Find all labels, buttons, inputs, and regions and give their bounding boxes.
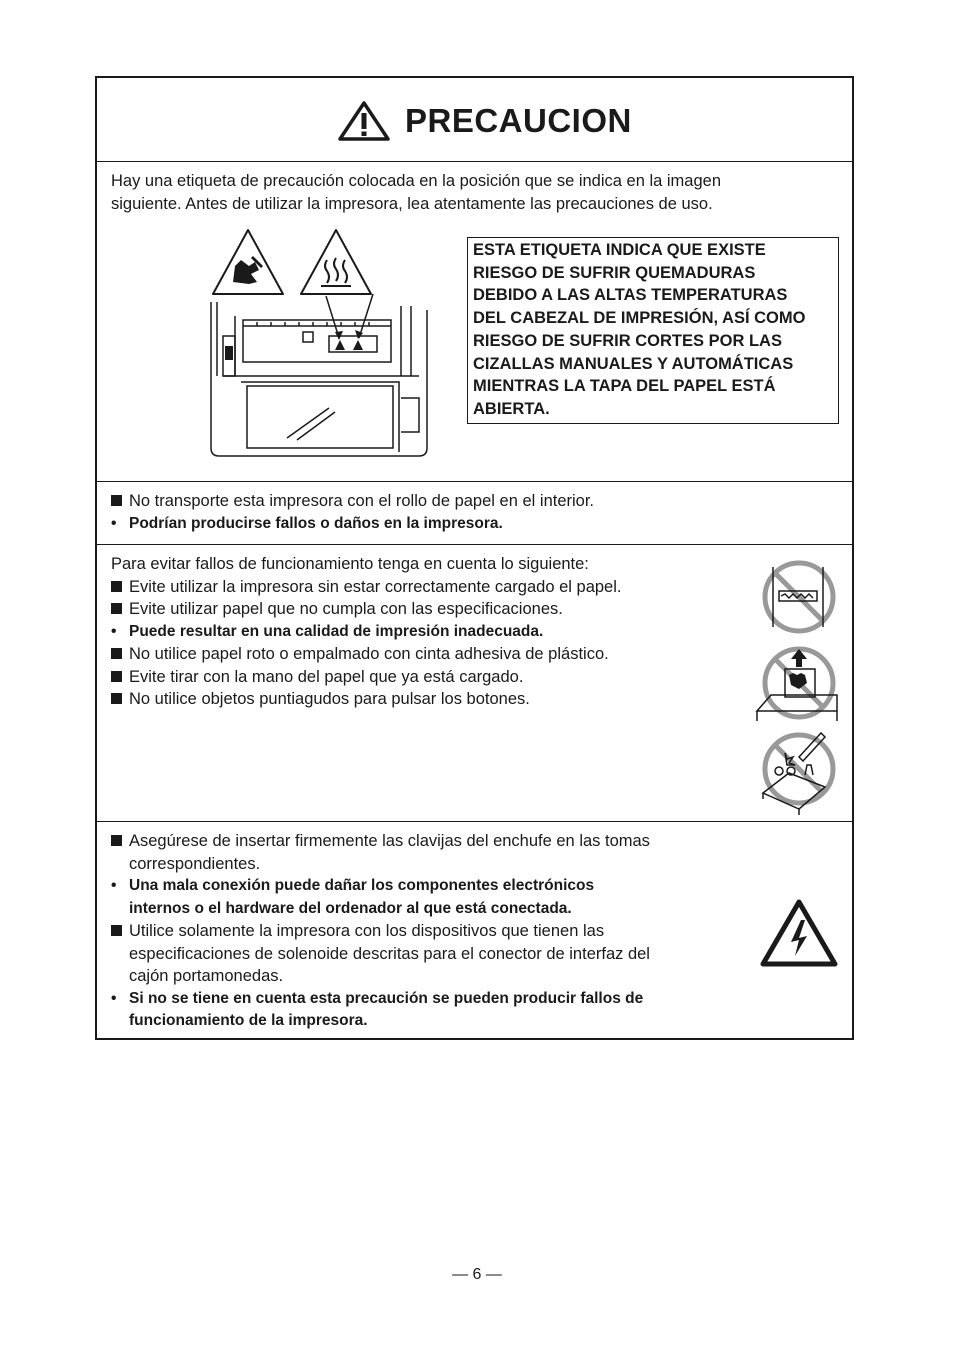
list-item: Utilice solamente la impresora con los dispositivos que tienen las (111, 920, 650, 943)
heat-icon (321, 258, 351, 286)
square-bullet-icon (111, 671, 122, 682)
note-item-continued: internos o el hardware del ordenador al que está conectada. (129, 899, 572, 917)
transport-text (111, 490, 594, 535)
intro-line: siguiente. Antes de utilizar la impresora, lea atentamente las precauciones de uso. (111, 194, 713, 213)
square-bullet-icon (111, 648, 122, 659)
hand-cut-icon (233, 256, 263, 284)
list-item: Evite utilizar la impresora sin estar correctamente cargado el papel. (111, 576, 621, 599)
list-item: No utilice objetos puntiagudos para pulsar los botones. (111, 688, 621, 711)
square-bullet-icon (111, 495, 122, 506)
intro-line: Hay una etiqueta de precaución colocada en la posición que se indica en la imagen (111, 172, 722, 190)
prohibition-icons (755, 559, 845, 819)
caution-label-box (467, 237, 839, 424)
warning-triangle-icon (337, 100, 391, 142)
label-line: ABIERTA. (473, 399, 550, 418)
list-item: Evite utilizar papel que no cumpla con las especificaciones. (111, 598, 621, 621)
label-line: CIZALLAS MANUALES Y AUTOMÁTICAS (473, 354, 794, 373)
label-line: MIENTRAS LA TAPA DEL PAPEL ESTÁ (473, 377, 776, 396)
connection-section (97, 822, 852, 1040)
list-item: Evite tirar con la mano del papel que ya está cargado. (111, 666, 621, 689)
page-number: — 6 — (452, 1266, 502, 1283)
malfunction-text (111, 553, 621, 711)
list-item-continued: especificaciones de solenoide descritas para el conector de interfaz del (129, 944, 650, 963)
list-item-continued: correspondientes. (129, 854, 261, 873)
label-section (97, 162, 852, 482)
list-item: No utilice papel roto o empalmado con cinta adhesiva de plástico. (111, 643, 621, 666)
label-line: RIESGO DE SUFRIR CORTES POR LAS (473, 331, 782, 350)
note-item: • Puede resultar en una calidad de impresión inadecuada. (111, 622, 544, 640)
label-line: DEBIDO A LAS ALTAS TEMPERATURAS (473, 286, 788, 305)
printer-label-illustration (205, 226, 441, 466)
no-paper-icon (765, 563, 833, 631)
no-sharp-object-icon (763, 733, 833, 815)
label-line: ESTA ETIQUETA INDICA QUE EXISTE (473, 241, 766, 259)
square-bullet-icon (111, 581, 122, 592)
square-bullet-icon (111, 693, 122, 704)
list-item: No transporte esta impresora con el rollo de papel en el interior. (111, 490, 594, 513)
electric-shock-icon (759, 898, 839, 968)
caution-frame (95, 76, 854, 1040)
note-item-continued: funcionamiento de la impresora. (129, 1012, 368, 1029)
square-bullet-icon (111, 603, 122, 614)
note-item: • Una mala conexión puede dañar los componentes electrónicos (111, 877, 595, 894)
intro-line: Para evitar fallos de funcionamiento tenga en cuenta lo siguiente: (111, 555, 589, 573)
transport-section (97, 482, 852, 545)
square-bullet-icon (111, 925, 122, 936)
label-line: DEL CABEZAL DE IMPRESIÓN, ASÍ COMO (473, 309, 806, 328)
note-item: • Si no se tiene en cuenta esta precaución se pueden producir fallos de (111, 989, 644, 1007)
square-bullet-icon (111, 835, 122, 846)
connection-text (111, 830, 650, 1033)
title-section (97, 78, 852, 162)
label-line: RIESGO DE SUFRIR QUEMADURAS (473, 263, 756, 282)
list-item-continued: cajón portamonedas. (129, 967, 284, 985)
no-pull-paper-icon (757, 649, 837, 721)
list-item: Asegúrese de insertar firmemente las clavijas del enchufe en las tomas (111, 830, 650, 853)
malfunction-section (97, 545, 852, 822)
intro-text (111, 170, 841, 215)
note-item: • Podrían producirse fallos o daños en la impresora. (111, 514, 503, 532)
page-title: PRECAUCION (405, 102, 632, 139)
title-row (337, 100, 632, 142)
